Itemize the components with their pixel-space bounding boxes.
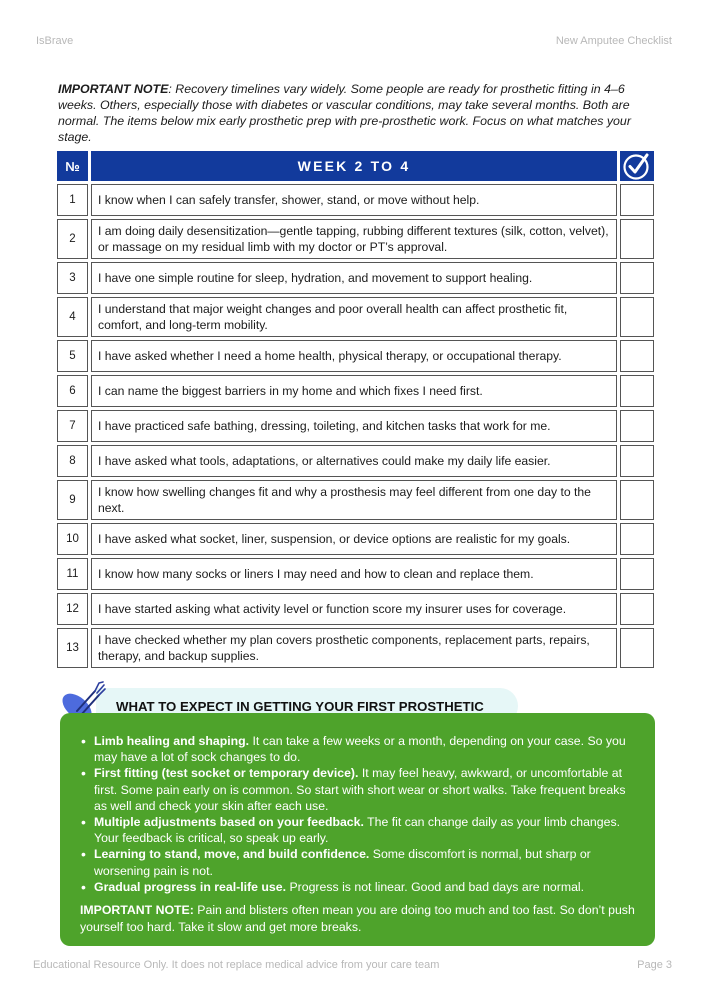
row-number: 12 [57, 593, 88, 625]
item-text: Some discomfort is normal, but sharp or worsening pain is not. [94, 847, 591, 878]
checkbox[interactable] [620, 480, 654, 520]
item-text: The fit can change daily as your limb changes. Your feedback is critical, so speak up early. [94, 815, 621, 846]
table-row [57, 375, 654, 407]
row-text: I know when I can safely transfer, shower, stand, or move without help. [91, 184, 617, 216]
table-row [57, 558, 654, 590]
row-number: 9 [57, 480, 88, 520]
brand-name: IsBrave [36, 35, 74, 47]
row-text: I understand that major weight changes and poor overall health can affect prosthetic fit, comfort, and long-term mobility. [91, 297, 617, 337]
expectations-panel [60, 713, 655, 946]
table-row [57, 480, 654, 520]
checkbox[interactable] [620, 410, 654, 442]
row-number: 7 [57, 410, 88, 442]
table-row [57, 445, 654, 477]
item-heading: First fitting (test socket or temporary device). [94, 766, 359, 781]
row-number: 10 [57, 523, 88, 555]
item-text: It may feel heavy, awkward, or uncomfortable at first. Some pain early on is common. So start with short wear or short walks. Take frequent breaks as well and check your skin after each use. [94, 766, 626, 813]
table-row [57, 628, 654, 668]
check-circle-icon [622, 151, 652, 181]
checklist-rows [57, 184, 654, 668]
item-heading: Learning to stand, move, and build confidence. [94, 847, 370, 862]
list-item [78, 765, 637, 814]
row-text: I have practiced safe bathing, dressing, toileting, and kitchen tasks that work for me. [91, 410, 617, 442]
item-heading: Limb healing and shaping. [94, 734, 250, 748]
checkbox[interactable] [620, 219, 654, 259]
row-text: I am doing daily desensitization—gentle tapping, rubbing different textures (silk, cotton, velvet), or massage on my residual limb with my doctor or PT’s approval. [91, 219, 617, 259]
important-note-text: : Recovery timelines vary widely. Some people are ready for prosthetic fitting in 4–6 weeks. Others, especially those with diabetes or vascular conditions, may take several months. Both are normal. The items below mix early prosthetic prep with pre-prosthetic work. Focus on what matches your stage. [58, 82, 631, 144]
row-text: I know how swelling changes fit and why a prosthesis may feel different from one day to the next. [91, 480, 617, 520]
row-text: I have started asking what activity level or function score my insurer uses for coverage. [91, 593, 617, 625]
item-text: Progress is not linear. Good and bad days are normal. [286, 879, 585, 894]
table-row [57, 410, 654, 442]
row-number: 13 [57, 628, 88, 668]
checkbox[interactable] [620, 262, 654, 294]
list-item [78, 733, 637, 765]
expectations-list [78, 733, 637, 895]
item-heading: Multiple adjustments based on your feedback. [94, 815, 364, 830]
row-number: 11 [57, 558, 88, 590]
important-note-label: IMPORTANT NOTE [58, 82, 169, 96]
table-row [57, 297, 654, 337]
checkbox[interactable] [620, 340, 654, 372]
table-row [57, 523, 654, 555]
table-row [57, 262, 654, 294]
row-number: 3 [57, 262, 88, 294]
section-title: WHAT TO EXPECT IN GETTING YOUR FIRST PROSTHETIC [116, 698, 484, 714]
check-column-header [620, 151, 654, 181]
checkbox[interactable] [620, 184, 654, 216]
table-row [57, 593, 654, 625]
panel-important-label: IMPORTANT NOTE: [80, 903, 194, 918]
checkbox[interactable] [620, 375, 654, 407]
row-number: 5 [57, 340, 88, 372]
important-note [58, 81, 648, 145]
page-number: Page 3 [637, 959, 672, 971]
row-text: I have asked whether I need a home health, physical therapy, or occupational therapy. [91, 340, 617, 372]
row-number: 4 [57, 297, 88, 337]
row-text: I can name the biggest barriers in my home and which fixes I need first. [91, 375, 617, 407]
document-title: New Amputee Checklist [555, 35, 672, 47]
disclaimer: Educational Resource Only. It does not replace medical advice from your care team [33, 959, 440, 971]
table-title: WEEK 2 TO 4 [91, 151, 617, 181]
row-text: I know how many socks or liners I may need and how to clean and replace them. [91, 558, 617, 590]
row-text: I have asked what socket, liner, suspension, or device options are realistic for my goals. [91, 523, 617, 555]
checklist-table [57, 151, 654, 671]
list-item [78, 814, 637, 846]
table-row [57, 219, 654, 259]
checkbox[interactable] [620, 593, 654, 625]
row-number: 6 [57, 375, 88, 407]
table-row [57, 184, 654, 216]
row-text: I have one simple routine for sleep, hydration, and movement to support healing. [91, 262, 617, 294]
row-number: 8 [57, 445, 88, 477]
checkbox[interactable] [620, 445, 654, 477]
checkbox[interactable] [620, 297, 654, 337]
row-number: 1 [57, 184, 88, 216]
item-heading: Gradual progress in real-life use. [94, 879, 287, 894]
panel-important-text: Pain and blisters often mean you are doing too much and too fast. So don’t push yourself too hard. Take it slow and get more breaks. [80, 903, 635, 934]
checkbox[interactable] [620, 628, 654, 668]
row-text: I have asked what tools, adaptations, or alternatives could make my daily life easier. [91, 445, 617, 477]
row-number: 2 [57, 219, 88, 259]
table-header [57, 151, 654, 181]
table-row [57, 340, 654, 372]
list-item [78, 846, 637, 878]
list-item [78, 879, 637, 895]
row-text: I have checked whether my plan covers prosthetic components, replacement parts, repairs, therapy, and backup supplies. [91, 628, 617, 668]
item-text: It can take a few weeks or a month, depending on your case. So you may have a lot of sock changes to do. [94, 734, 626, 765]
number-column-header: № [57, 151, 88, 181]
checkbox[interactable] [620, 558, 654, 590]
panel-important-note [78, 902, 637, 935]
checkbox[interactable] [620, 523, 654, 555]
